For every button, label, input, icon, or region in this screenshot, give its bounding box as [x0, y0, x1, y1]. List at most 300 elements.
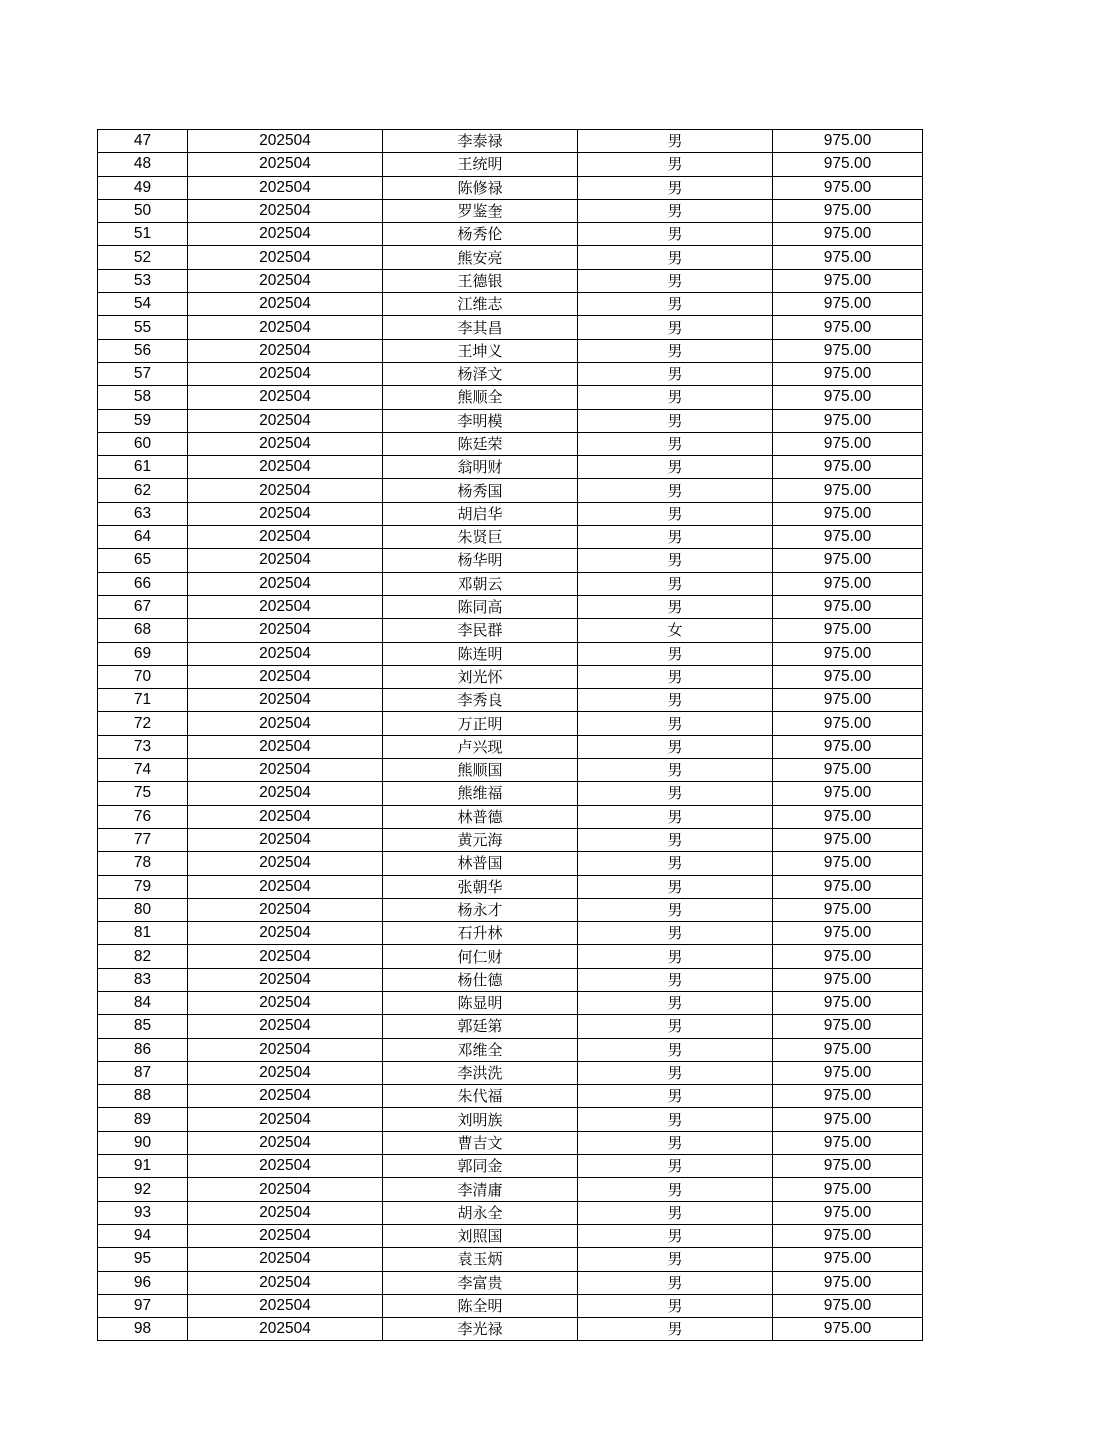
table-row: [98, 968, 923, 991]
gender-cell: 男: [578, 759, 773, 782]
gender-cell: 女: [578, 619, 773, 642]
period-cell: 202504: [188, 1248, 383, 1271]
row-number-cell: 97: [98, 1294, 188, 1317]
row-number-cell: 87: [98, 1061, 188, 1084]
row-number-cell: 78: [98, 852, 188, 875]
amount-cell: 975.00: [773, 619, 923, 642]
table-row: [98, 712, 923, 735]
period-cell: 202504: [188, 1294, 383, 1317]
table-row: [98, 386, 923, 409]
row-number-cell: 83: [98, 968, 188, 991]
table-row: [98, 1085, 923, 1108]
period-cell: 202504: [188, 1085, 383, 1108]
row-number-cell: 88: [98, 1085, 188, 1108]
row-number-cell: 64: [98, 526, 188, 549]
row-number-cell: 50: [98, 199, 188, 222]
amount-cell: 975.00: [773, 898, 923, 921]
amount-cell: 975.00: [773, 1271, 923, 1294]
period-cell: 202504: [188, 1038, 383, 1061]
table-row: [98, 642, 923, 665]
row-number-cell: 90: [98, 1131, 188, 1154]
gender-cell: 男: [578, 269, 773, 292]
name-cell: 杨秀伦: [383, 223, 578, 246]
amount-cell: 975.00: [773, 852, 923, 875]
name-cell: 郭同金: [383, 1155, 578, 1178]
table-row: [98, 1294, 923, 1317]
name-cell: 杨秀国: [383, 479, 578, 502]
table-body: [98, 130, 923, 1341]
name-cell: 李泰禄: [383, 130, 578, 153]
gender-cell: 男: [578, 1201, 773, 1224]
row-number-cell: 95: [98, 1248, 188, 1271]
gender-cell: 男: [578, 130, 773, 153]
row-number-cell: 52: [98, 246, 188, 269]
amount-cell: 975.00: [773, 223, 923, 246]
amount-cell: 975.00: [773, 176, 923, 199]
name-cell: 李富贵: [383, 1271, 578, 1294]
gender-cell: 男: [578, 595, 773, 618]
table-row: [98, 269, 923, 292]
gender-cell: 男: [578, 1248, 773, 1271]
row-number-cell: 49: [98, 176, 188, 199]
name-cell: 熊顺国: [383, 759, 578, 782]
gender-cell: 男: [578, 199, 773, 222]
period-cell: 202504: [188, 293, 383, 316]
gender-cell: 男: [578, 1155, 773, 1178]
period-cell: 202504: [188, 1318, 383, 1341]
name-cell: 陈同高: [383, 595, 578, 618]
row-number-cell: 75: [98, 782, 188, 805]
amount-cell: 975.00: [773, 199, 923, 222]
gender-cell: 男: [578, 176, 773, 199]
amount-cell: 975.00: [773, 1224, 923, 1247]
name-cell: 罗鉴奎: [383, 199, 578, 222]
row-number-cell: 66: [98, 572, 188, 595]
table-row: [98, 852, 923, 875]
gender-cell: 男: [578, 712, 773, 735]
period-cell: 202504: [188, 362, 383, 385]
table-row: [98, 526, 923, 549]
table-row: [98, 759, 923, 782]
amount-cell: 975.00: [773, 339, 923, 362]
gender-cell: 男: [578, 572, 773, 595]
period-cell: 202504: [188, 549, 383, 572]
name-cell: 杨永才: [383, 898, 578, 921]
amount-cell: 975.00: [773, 689, 923, 712]
gender-cell: 男: [578, 456, 773, 479]
row-number-cell: 48: [98, 153, 188, 176]
name-cell: 杨华明: [383, 549, 578, 572]
name-cell: 郭廷第: [383, 1015, 578, 1038]
name-cell: 陈廷荣: [383, 432, 578, 455]
gender-cell: 男: [578, 1108, 773, 1131]
table-row: [98, 1248, 923, 1271]
amount-cell: 975.00: [773, 945, 923, 968]
amount-cell: 975.00: [773, 875, 923, 898]
name-cell: 邓维全: [383, 1038, 578, 1061]
table-row: [98, 199, 923, 222]
amount-cell: 975.00: [773, 712, 923, 735]
name-cell: 李洪洗: [383, 1061, 578, 1084]
amount-cell: 975.00: [773, 362, 923, 385]
table-row: [98, 991, 923, 1014]
row-number-cell: 93: [98, 1201, 188, 1224]
gender-cell: 男: [578, 432, 773, 455]
amount-cell: 975.00: [773, 293, 923, 316]
amount-cell: 975.00: [773, 502, 923, 525]
name-cell: 万正明: [383, 712, 578, 735]
table-row: [98, 176, 923, 199]
name-cell: 曹吉文: [383, 1131, 578, 1154]
period-cell: 202504: [188, 1108, 383, 1131]
period-cell: 202504: [188, 689, 383, 712]
table-row: [98, 922, 923, 945]
name-cell: 石升林: [383, 922, 578, 945]
period-cell: 202504: [188, 735, 383, 758]
table-row: [98, 735, 923, 758]
row-number-cell: 98: [98, 1318, 188, 1341]
amount-cell: 975.00: [773, 549, 923, 572]
period-cell: 202504: [188, 176, 383, 199]
table-row: [98, 828, 923, 851]
period-cell: 202504: [188, 223, 383, 246]
row-number-cell: 60: [98, 432, 188, 455]
period-cell: 202504: [188, 1061, 383, 1084]
row-number-cell: 61: [98, 456, 188, 479]
gender-cell: 男: [578, 479, 773, 502]
name-cell: 林普国: [383, 852, 578, 875]
name-cell: 林普德: [383, 805, 578, 828]
name-cell: 陈连明: [383, 642, 578, 665]
period-cell: 202504: [188, 1271, 383, 1294]
table-row: [98, 595, 923, 618]
name-cell: 李民群: [383, 619, 578, 642]
table-row: [98, 1015, 923, 1038]
amount-cell: 975.00: [773, 595, 923, 618]
amount-cell: 975.00: [773, 1061, 923, 1084]
row-number-cell: 81: [98, 922, 188, 945]
name-cell: 王坤义: [383, 339, 578, 362]
name-cell: 翁明财: [383, 456, 578, 479]
gender-cell: 男: [578, 409, 773, 432]
name-cell: 杨泽文: [383, 362, 578, 385]
period-cell: 202504: [188, 199, 383, 222]
amount-cell: 975.00: [773, 130, 923, 153]
period-cell: 202504: [188, 502, 383, 525]
period-cell: 202504: [188, 316, 383, 339]
name-cell: 杨仕德: [383, 968, 578, 991]
period-cell: 202504: [188, 1178, 383, 1201]
period-cell: 202504: [188, 153, 383, 176]
amount-cell: 975.00: [773, 968, 923, 991]
name-cell: 陈修禄: [383, 176, 578, 199]
table-row: [98, 1108, 923, 1131]
row-number-cell: 76: [98, 805, 188, 828]
period-cell: 202504: [188, 805, 383, 828]
amount-cell: 975.00: [773, 316, 923, 339]
gender-cell: 男: [578, 665, 773, 688]
table-row: [98, 1155, 923, 1178]
period-cell: 202504: [188, 619, 383, 642]
name-cell: 王德银: [383, 269, 578, 292]
table-row: [98, 1061, 923, 1084]
table-row: [98, 223, 923, 246]
period-cell: 202504: [188, 968, 383, 991]
table-row: [98, 502, 923, 525]
row-number-cell: 84: [98, 991, 188, 1014]
gender-cell: 男: [578, 246, 773, 269]
row-number-cell: 62: [98, 479, 188, 502]
gender-cell: 男: [578, 828, 773, 851]
gender-cell: 男: [578, 1271, 773, 1294]
period-cell: 202504: [188, 572, 383, 595]
row-number-cell: 82: [98, 945, 188, 968]
row-number-cell: 73: [98, 735, 188, 758]
gender-cell: 男: [578, 293, 773, 316]
period-cell: 202504: [188, 409, 383, 432]
row-number-cell: 51: [98, 223, 188, 246]
amount-cell: 975.00: [773, 1038, 923, 1061]
table-row: [98, 1178, 923, 1201]
table-row: [98, 153, 923, 176]
row-number-cell: 79: [98, 875, 188, 898]
table-row: [98, 339, 923, 362]
data-table: [97, 129, 923, 1341]
gender-cell: 男: [578, 968, 773, 991]
table-row: [98, 805, 923, 828]
period-cell: 202504: [188, 1155, 383, 1178]
name-cell: 胡永全: [383, 1201, 578, 1224]
amount-cell: 975.00: [773, 1155, 923, 1178]
amount-cell: 975.00: [773, 479, 923, 502]
name-cell: 刘照国: [383, 1224, 578, 1247]
period-cell: 202504: [188, 782, 383, 805]
gender-cell: 男: [578, 223, 773, 246]
name-cell: 袁玉炳: [383, 1248, 578, 1271]
gender-cell: 男: [578, 1015, 773, 1038]
gender-cell: 男: [578, 549, 773, 572]
period-cell: 202504: [188, 759, 383, 782]
name-cell: 胡启华: [383, 502, 578, 525]
gender-cell: 男: [578, 153, 773, 176]
row-number-cell: 74: [98, 759, 188, 782]
row-number-cell: 89: [98, 1108, 188, 1131]
period-cell: 202504: [188, 945, 383, 968]
gender-cell: 男: [578, 1061, 773, 1084]
gender-cell: 男: [578, 898, 773, 921]
period-cell: 202504: [188, 339, 383, 362]
row-number-cell: 53: [98, 269, 188, 292]
table-row: [98, 689, 923, 712]
name-cell: 熊维福: [383, 782, 578, 805]
row-number-cell: 47: [98, 130, 188, 153]
table-row: [98, 782, 923, 805]
gender-cell: 男: [578, 1131, 773, 1154]
row-number-cell: 85: [98, 1015, 188, 1038]
name-cell: 何仁财: [383, 945, 578, 968]
gender-cell: 男: [578, 526, 773, 549]
name-cell: 朱贤巨: [383, 526, 578, 549]
amount-cell: 975.00: [773, 735, 923, 758]
table-row: [98, 479, 923, 502]
row-number-cell: 77: [98, 828, 188, 851]
gender-cell: 男: [578, 875, 773, 898]
period-cell: 202504: [188, 875, 383, 898]
gender-cell: 男: [578, 1294, 773, 1317]
amount-cell: 975.00: [773, 1248, 923, 1271]
name-cell: 张朝华: [383, 875, 578, 898]
amount-cell: 975.00: [773, 1131, 923, 1154]
period-cell: 202504: [188, 526, 383, 549]
row-number-cell: 57: [98, 362, 188, 385]
gender-cell: 男: [578, 502, 773, 525]
gender-cell: 男: [578, 386, 773, 409]
amount-cell: 975.00: [773, 782, 923, 805]
amount-cell: 975.00: [773, 991, 923, 1014]
table-row: [98, 362, 923, 385]
gender-cell: 男: [578, 339, 773, 362]
name-cell: 李秀良: [383, 689, 578, 712]
amount-cell: 975.00: [773, 526, 923, 549]
gender-cell: 男: [578, 782, 773, 805]
name-cell: 李光禄: [383, 1318, 578, 1341]
row-number-cell: 80: [98, 898, 188, 921]
table-row: [98, 1271, 923, 1294]
amount-cell: 975.00: [773, 386, 923, 409]
row-number-cell: 56: [98, 339, 188, 362]
table-row: [98, 572, 923, 595]
row-number-cell: 70: [98, 665, 188, 688]
period-cell: 202504: [188, 922, 383, 945]
gender-cell: 男: [578, 1224, 773, 1247]
row-number-cell: 65: [98, 549, 188, 572]
period-cell: 202504: [188, 269, 383, 292]
gender-cell: 男: [578, 945, 773, 968]
period-cell: 202504: [188, 665, 383, 688]
amount-cell: 975.00: [773, 1108, 923, 1131]
period-cell: 202504: [188, 712, 383, 735]
gender-cell: 男: [578, 922, 773, 945]
row-number-cell: 94: [98, 1224, 188, 1247]
amount-cell: 975.00: [773, 1318, 923, 1341]
name-cell: 邓朝云: [383, 572, 578, 595]
row-number-cell: 67: [98, 595, 188, 618]
row-number-cell: 96: [98, 1271, 188, 1294]
name-cell: 李清庸: [383, 1178, 578, 1201]
period-cell: 202504: [188, 642, 383, 665]
table-row: [98, 1038, 923, 1061]
amount-cell: 975.00: [773, 432, 923, 455]
name-cell: 熊安亮: [383, 246, 578, 269]
amount-cell: 975.00: [773, 1015, 923, 1038]
table-row: [98, 619, 923, 642]
amount-cell: 975.00: [773, 759, 923, 782]
amount-cell: 975.00: [773, 1178, 923, 1201]
name-cell: 江维志: [383, 293, 578, 316]
row-number-cell: 71: [98, 689, 188, 712]
table-row: [98, 1201, 923, 1224]
table-row: [98, 665, 923, 688]
amount-cell: 975.00: [773, 409, 923, 432]
name-cell: 卢兴现: [383, 735, 578, 758]
period-cell: 202504: [188, 1131, 383, 1154]
table-row: [98, 945, 923, 968]
table-row: [98, 1131, 923, 1154]
name-cell: 王统明: [383, 153, 578, 176]
row-number-cell: 86: [98, 1038, 188, 1061]
row-number-cell: 92: [98, 1178, 188, 1201]
amount-cell: 975.00: [773, 572, 923, 595]
period-cell: 202504: [188, 1015, 383, 1038]
amount-cell: 975.00: [773, 828, 923, 851]
row-number-cell: 59: [98, 409, 188, 432]
table-row: [98, 293, 923, 316]
name-cell: 陈全明: [383, 1294, 578, 1317]
name-cell: 刘光怀: [383, 665, 578, 688]
row-number-cell: 68: [98, 619, 188, 642]
amount-cell: 975.00: [773, 665, 923, 688]
name-cell: 李明模: [383, 409, 578, 432]
gender-cell: 男: [578, 805, 773, 828]
row-number-cell: 58: [98, 386, 188, 409]
period-cell: 202504: [188, 386, 383, 409]
row-number-cell: 91: [98, 1155, 188, 1178]
period-cell: 202504: [188, 898, 383, 921]
gender-cell: 男: [578, 735, 773, 758]
amount-cell: 975.00: [773, 922, 923, 945]
table-row: [98, 549, 923, 572]
amount-cell: 975.00: [773, 456, 923, 479]
table-row: [98, 898, 923, 921]
table-row: [98, 875, 923, 898]
amount-cell: 975.00: [773, 153, 923, 176]
period-cell: 202504: [188, 130, 383, 153]
row-number-cell: 69: [98, 642, 188, 665]
amount-cell: 975.00: [773, 642, 923, 665]
period-cell: 202504: [188, 432, 383, 455]
gender-cell: 男: [578, 362, 773, 385]
period-cell: 202504: [188, 1224, 383, 1247]
gender-cell: 男: [578, 1085, 773, 1108]
amount-cell: 975.00: [773, 805, 923, 828]
table-row: [98, 246, 923, 269]
period-cell: 202504: [188, 246, 383, 269]
gender-cell: 男: [578, 1178, 773, 1201]
row-number-cell: 54: [98, 293, 188, 316]
amount-cell: 975.00: [773, 1294, 923, 1317]
period-cell: 202504: [188, 991, 383, 1014]
table-row: [98, 316, 923, 339]
row-number-cell: 72: [98, 712, 188, 735]
amount-cell: 975.00: [773, 269, 923, 292]
period-cell: 202504: [188, 1201, 383, 1224]
row-number-cell: 63: [98, 502, 188, 525]
amount-cell: 975.00: [773, 1085, 923, 1108]
table-row: [98, 432, 923, 455]
table-row: [98, 130, 923, 153]
period-cell: 202504: [188, 852, 383, 875]
gender-cell: 男: [578, 1318, 773, 1341]
name-cell: 陈显明: [383, 991, 578, 1014]
gender-cell: 男: [578, 991, 773, 1014]
name-cell: 朱代福: [383, 1085, 578, 1108]
row-number-cell: 55: [98, 316, 188, 339]
gender-cell: 男: [578, 852, 773, 875]
period-cell: 202504: [188, 456, 383, 479]
table-row: [98, 1224, 923, 1247]
period-cell: 202504: [188, 828, 383, 851]
period-cell: 202504: [188, 595, 383, 618]
